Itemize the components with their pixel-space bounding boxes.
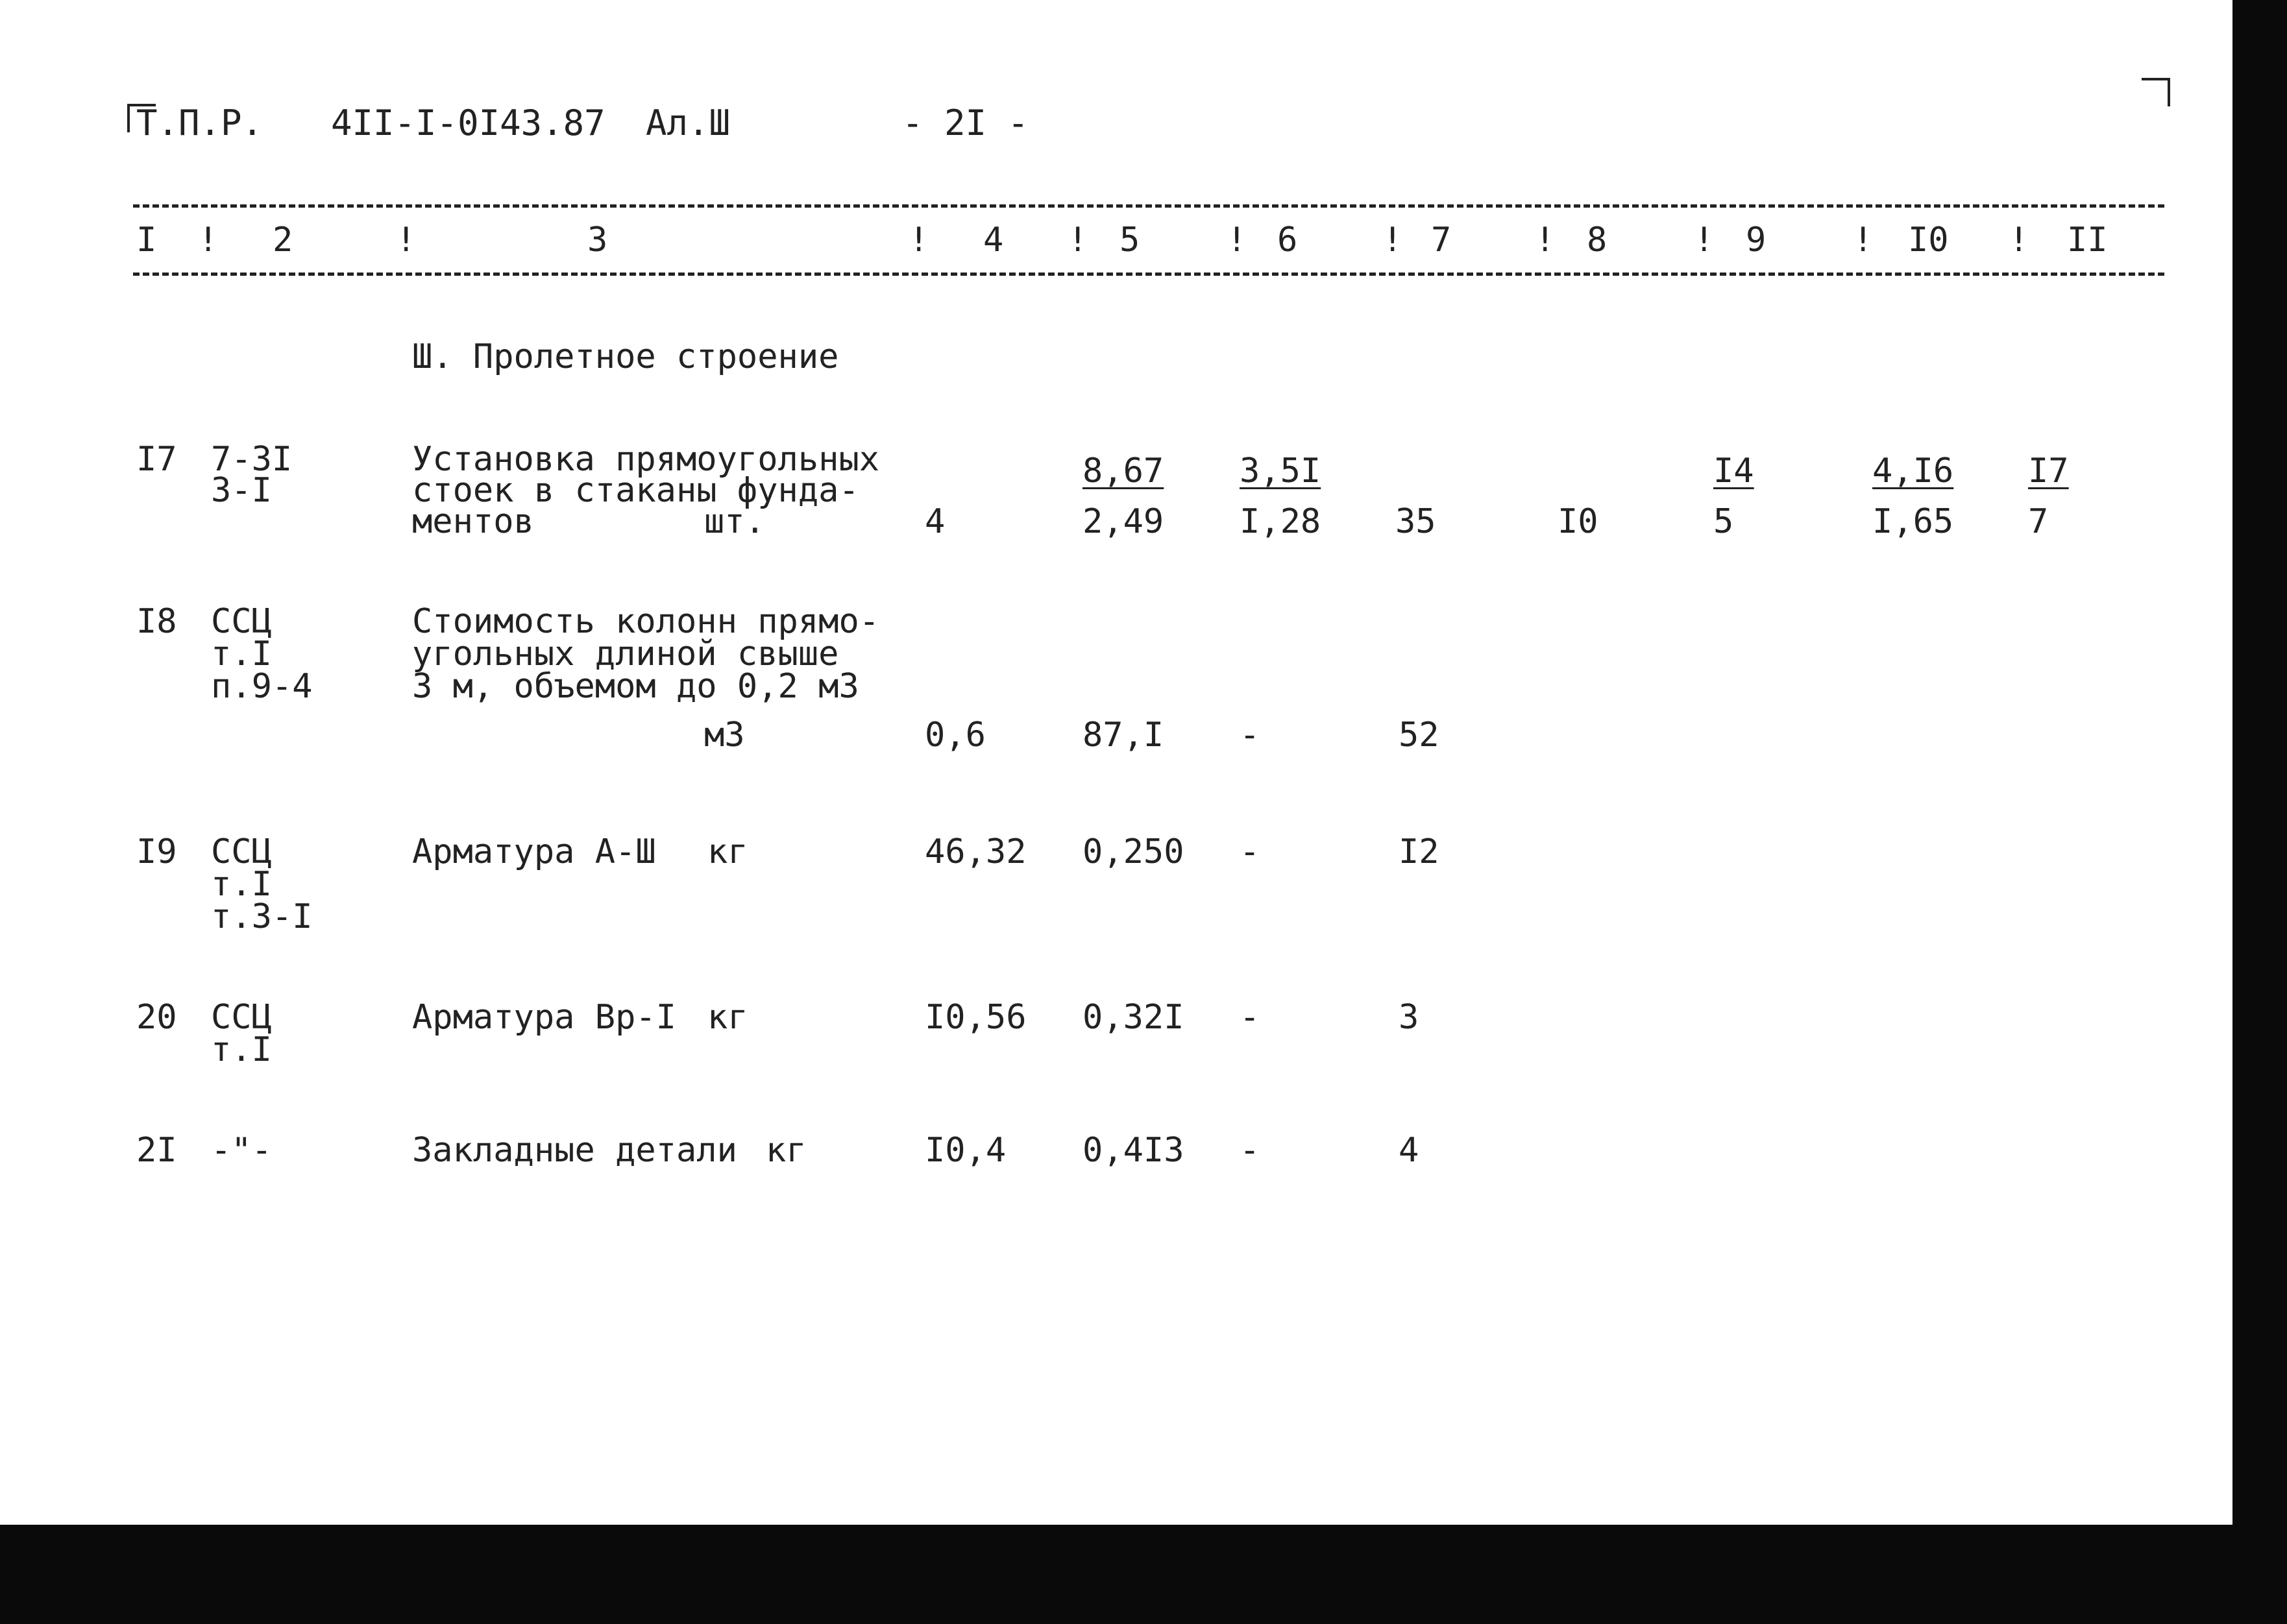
scan-border-bottom	[0, 1525, 2287, 1624]
row-col7-value: 3	[1399, 998, 1419, 1037]
row-code-line: ССЦ	[211, 602, 272, 641]
row-unit: кг	[766, 1131, 807, 1170]
row-description-line: стоек в стаканы фунда-	[412, 471, 859, 510]
row-description-line: Установка прямоугольных	[412, 440, 880, 479]
row-col5-value: 0,4I3	[1082, 1131, 1184, 1170]
row-unit: кг	[707, 998, 748, 1037]
header-page-number: - 2I -	[902, 103, 1029, 143]
row-col6-value: -	[1240, 716, 1260, 755]
corner-mark-top-right	[2142, 78, 2170, 106]
column-header-rule-bottom	[133, 273, 2164, 276]
row-quantity: 46,32	[925, 832, 1027, 871]
row-col5-total: 8,67	[1082, 452, 1164, 491]
header-album: Ал.Ш	[646, 103, 731, 143]
row-quantity: I0,56	[925, 998, 1027, 1037]
row-description-line: 3 м, объемом до 0,2 м3	[412, 667, 859, 706]
row-col7-value: 52	[1399, 716, 1439, 755]
col-head-10: I0	[1908, 221, 1949, 260]
row-code-line: т.I	[211, 865, 272, 904]
col-head-6: 6	[1277, 221, 1298, 260]
row-quantity: 4	[925, 502, 946, 541]
col-head-4: 4	[983, 221, 1004, 260]
row-col10-total: 4,I6	[1872, 452, 1954, 491]
col-head-8: 8	[1587, 221, 1608, 260]
row-col7-value: 35	[1395, 502, 1436, 541]
row-col6-value: -	[1240, 832, 1260, 871]
row-number: I9	[136, 832, 177, 871]
row-col5-value: 0,250	[1082, 832, 1184, 871]
col-sep: !	[1068, 221, 1088, 260]
header-code: 4II-I-0I43.87	[331, 103, 605, 143]
row-description-line: Арматура Вр-I	[412, 998, 676, 1037]
col-head-3: 3	[587, 221, 608, 260]
row-number: 2I	[136, 1131, 177, 1170]
col-sep: !	[198, 221, 219, 260]
row-description-line: Арматура А-Ш	[412, 832, 656, 871]
row-number: I8	[136, 602, 177, 641]
row-number: 20	[136, 998, 177, 1037]
row-col9-total: I4	[1713, 452, 1754, 491]
col-sep: !	[1694, 221, 1715, 260]
row-code-line: т.I	[211, 635, 272, 673]
column-header-rule-top	[133, 204, 2164, 208]
row-col8-value: I0	[1558, 502, 1598, 541]
col-sep: !	[1853, 221, 1874, 260]
row-code-line: -"-	[211, 1131, 272, 1170]
scan-border-right	[2232, 0, 2287, 1624]
col-sep: !	[1227, 221, 1247, 260]
row-col7-value: 4	[1399, 1131, 1419, 1170]
row-number: I7	[136, 440, 177, 479]
row-col11-total: I7	[2028, 452, 2069, 491]
row-col10-value: I,65	[1872, 502, 1954, 541]
section-title: Ш. Пролетное строение	[412, 337, 839, 376]
row-col6-value: I,28	[1240, 502, 1321, 541]
row-description-line: Стоимость колонн прямо-	[412, 602, 880, 641]
col-sep: !	[909, 221, 929, 260]
row-description-line: угольных длиной свыше	[412, 635, 839, 673]
row-col5-value: 87,I	[1082, 716, 1164, 755]
row-code-line: 3-I	[211, 471, 272, 510]
col-sep: !	[1535, 221, 1556, 260]
row-quantity: 0,6	[925, 716, 986, 755]
row-unit: шт.	[704, 502, 765, 541]
row-col7-value: I2	[1399, 832, 1439, 871]
col-sep: !	[396, 221, 417, 260]
header-series: Т.П.Р.	[136, 103, 263, 143]
row-quantity: I0,4	[925, 1131, 1007, 1170]
row-col6-total: 3,5I	[1240, 452, 1321, 491]
col-sep: !	[2009, 221, 2029, 260]
col-head-5: 5	[1119, 221, 1140, 260]
row-code-line: ССЦ	[211, 998, 272, 1037]
row-code-line: ССЦ	[211, 832, 272, 871]
row-code-line: т.I	[211, 1030, 272, 1069]
row-description-line: ментов	[412, 502, 534, 541]
row-code-line: т.3-I	[211, 897, 313, 936]
row-code-line: п.9-4	[211, 667, 313, 706]
col-sep: !	[1382, 221, 1403, 260]
row-description-line: Закладные детали	[412, 1131, 737, 1170]
row-unit: кг	[707, 832, 748, 871]
row-col5-value: 0,32I	[1082, 998, 1184, 1037]
row-col11-value: 7	[2028, 502, 2049, 541]
row-unit: м3	[704, 716, 745, 755]
row-col6-value: -	[1240, 1131, 1260, 1170]
row-code-line: 7-3I	[211, 440, 293, 479]
col-head-1: I	[136, 221, 157, 260]
row-col5-value: 2,49	[1082, 502, 1164, 541]
row-col6-value: -	[1240, 998, 1260, 1037]
col-head-7: 7	[1431, 221, 1452, 260]
col-head-11: II	[2067, 221, 2108, 260]
row-col9-value: 5	[1713, 502, 1734, 541]
col-head-2: 2	[273, 221, 293, 260]
col-head-9: 9	[1746, 221, 1767, 260]
